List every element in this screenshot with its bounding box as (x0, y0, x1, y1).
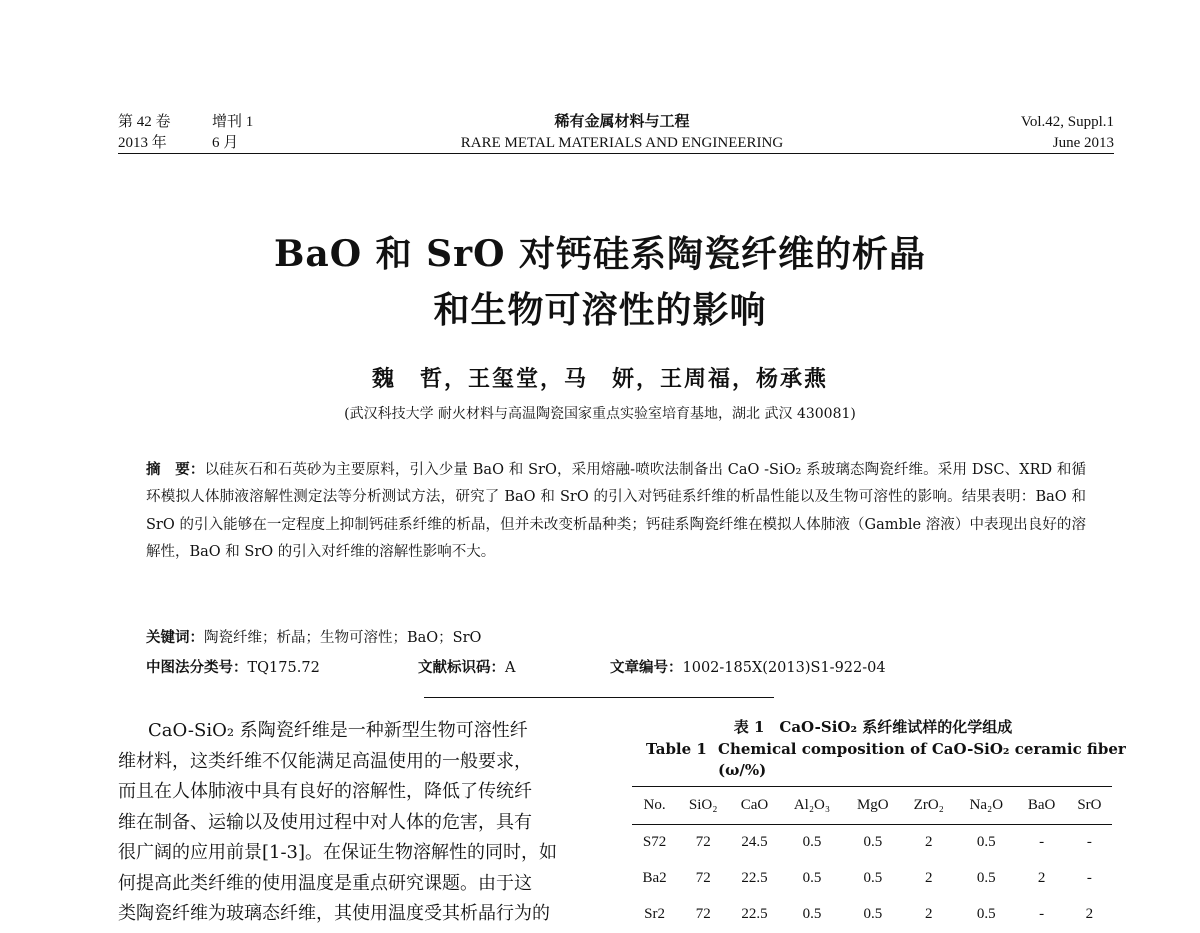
table-title-en-text: Chemical composition of CaO-SiO₂ ceramic fiber (718, 740, 1126, 758)
table-cell: 0.5 (863, 834, 883, 851)
table-label-en: Table 1 (646, 740, 707, 758)
table-row (632, 897, 1112, 933)
affiliation: (武汉科技大学 耐火材料与高温陶瓷国家重点实验室培育基地，湖北 武汉 430081) (344, 406, 856, 422)
authors: 魏 哲，王玺堂，马 妍，王周福，杨承燕 (371, 366, 828, 392)
table-row (632, 825, 1112, 861)
body-paragraph (118, 716, 588, 930)
document-code (418, 656, 515, 677)
body-line: CaO-SiO₂ 系陶瓷纤维是一种新型生物可溶性纤 (148, 720, 528, 741)
col-header: BaO (1027, 797, 1056, 813)
table-cell: - (1039, 906, 1045, 922)
col-header: Na₂O (969, 797, 1004, 813)
table-cell: 0.5 (863, 870, 883, 886)
col-header: CaO (740, 797, 769, 813)
table-cell: S72 (642, 834, 667, 851)
abstract (146, 456, 1086, 567)
body-line: 类陶瓷纤维为玻璃态纤维，其使用温度受其析晶行为的 (118, 903, 550, 924)
table-cell: 2 (1037, 870, 1046, 886)
table-cell: 72 (695, 906, 711, 922)
table-title-cn: 表 1 CaO-SiO₂ 系纤维试样的化学组成 (733, 718, 1013, 736)
month-cn: 6 月 (212, 135, 239, 151)
table-cell: 2 (1085, 906, 1094, 922)
table-cell: 2 (925, 834, 933, 851)
table-cell: 22.5 (741, 906, 768, 922)
table-cell: 2 (925, 906, 933, 922)
body-line: 而且在人体肺液中具有良好的溶解性，降低了传统纤 (118, 781, 532, 802)
col-header: SiO₂ (688, 797, 718, 813)
paper-title-line-2: 和生物可溶性的影响 (433, 289, 767, 331)
article-label: 文章编号： (610, 659, 683, 676)
table-cell: 24.5 (741, 834, 768, 851)
table-cell: 0.5 (863, 906, 883, 922)
date-en: June 2013 (1052, 135, 1114, 151)
abstract-text: 以硅灰石和石英砂为主要原料，引入少量 BaO 和 SrO，采用熔融-喷吹法制备出 CaO -SiO₂ 系玻璃态陶瓷纤维。采用 DSC、XRD 和循环模拟人体肺液溶解性测定法等分析测试方法，研究了 BaO 和 SrO 的引入对钙硅系纤维的析晶性能以及生物可溶性的影响。结果表明：BaO 和 SrO 的引入能够在一定程度上抑制钙硅系纤维的析晶，但并未改变析晶种类；钙硅系陶瓷纤维在模拟人体肺液（Gamble 溶液）中表现出良好的溶解性，BaO 和 SrO 的引入对纤维的溶解性影响不大。 (146, 462, 1087, 561)
issue-cn: 增刊 1 (212, 114, 254, 130)
table-cell: Ba2 (642, 870, 667, 886)
clc-number (146, 656, 320, 677)
year-cn: 2013 年 (118, 135, 167, 151)
table-cell: Sr2 (644, 906, 665, 922)
table-cell: - (1086, 870, 1092, 886)
doc-value: A (505, 660, 516, 676)
journal-title-en: RARE METAL MATERIALS AND ENGINEERING (460, 135, 784, 151)
table-header-row (632, 787, 1112, 825)
clc-label: 中图法分类号： (146, 659, 248, 676)
table-cell: - (1086, 834, 1092, 851)
paper-title-line-1: BaO 和 SrO 对钙硅系陶瓷纤维的析晶 (273, 233, 927, 275)
header-rule (118, 153, 1114, 154)
journal-title-cn: 稀有金属材料与工程 (554, 114, 690, 130)
body-line: 维材料，这类纤维不仅能满足高温使用的一般要求， (118, 750, 532, 772)
clc-value: TQ175.72 (247, 660, 320, 676)
table-cell: 72 (695, 870, 711, 886)
abstract-separator (424, 697, 774, 698)
abstract-label: 摘 要： (146, 461, 205, 478)
table-cell: 72 (695, 834, 711, 851)
table-cell: 0.5 (802, 870, 822, 886)
body-line: 很广阔的应用前景[1-3]。在保证生物溶解性的同时，如 (118, 842, 558, 863)
article-value: 1002-185X(2013)S1-922-04 (682, 660, 886, 676)
body-line: 何提高此类纤维的使用温度是重点研究课题。由于这 (118, 872, 532, 894)
table-cell: 0.5 (976, 870, 996, 886)
composition-table (632, 786, 1112, 933)
body-line: 维在制备、运输以及使用过程中对人体的危害，具有 (118, 811, 532, 833)
col-header: SrO (1077, 797, 1102, 813)
article-number (610, 656, 886, 677)
table-cell: 0.5 (976, 906, 996, 922)
table-cell: 0.5 (802, 834, 822, 851)
table-unit: (ω/%) (718, 761, 767, 779)
keywords-text: 陶瓷纤维；析晶；生物可溶性；BaO；SrO (204, 630, 482, 646)
volume-cn: 第 42 卷 (118, 114, 171, 130)
col-header: No. (643, 797, 666, 813)
table-title-en (646, 740, 1126, 758)
table-cell: 22.5 (741, 870, 768, 886)
table-cell: 0.5 (976, 834, 996, 851)
col-header: MgO (856, 797, 889, 813)
volume-en: Vol.42, Suppl.1 (1020, 114, 1114, 130)
table-cell: - (1039, 834, 1045, 851)
keywords-label: 关键词： (146, 629, 204, 646)
col-header: ZrO₂ (913, 797, 944, 813)
table-row (632, 861, 1112, 897)
table-cell: 2 (925, 870, 933, 886)
doc-label: 文献标识码： (418, 659, 505, 676)
keywords (146, 626, 481, 647)
table-cell: 0.5 (802, 906, 822, 922)
col-header: Al₂O₃ (793, 797, 831, 813)
